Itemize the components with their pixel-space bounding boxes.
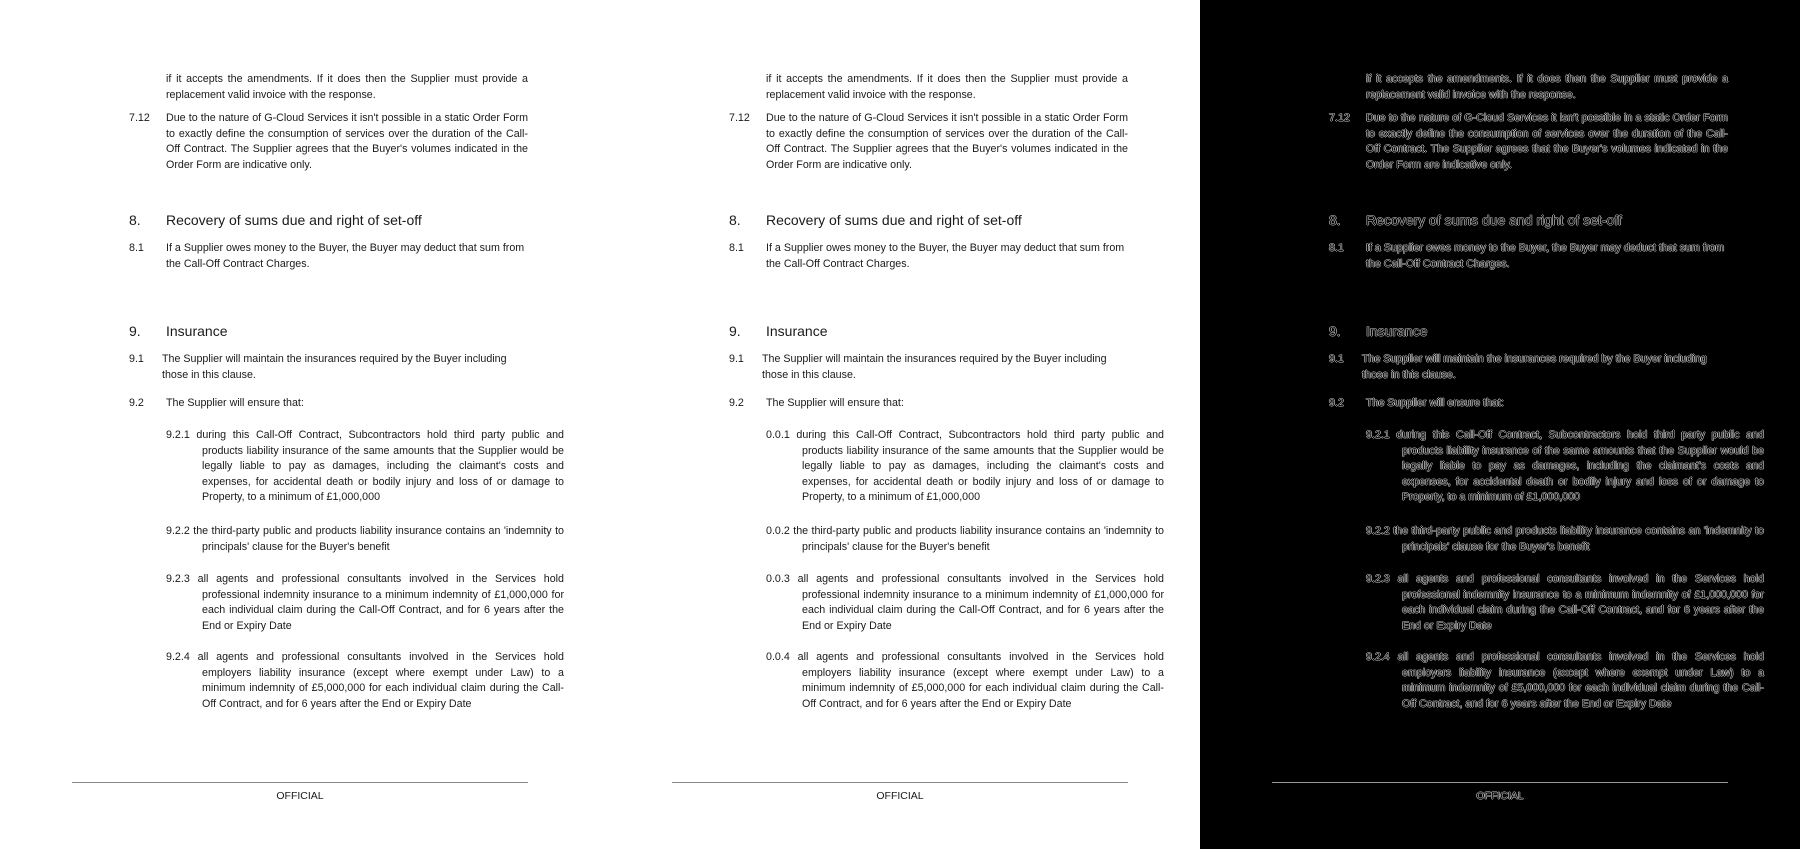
subclause-text: the third-party public and products liability insurance contains an 'indemnity to principals' clause for the Buyer's benefit	[193, 525, 564, 553]
subclause-2	[166, 524, 564, 555]
clause-number: 8.1	[729, 242, 744, 254]
document-panel-inverted	[1200, 0, 1800, 849]
section-number: 9.	[1329, 323, 1341, 339]
subclause-number: 9.2.3	[166, 573, 190, 585]
footer-official-label: OFFICIAL	[876, 790, 924, 802]
document-page	[1200, 0, 1800, 849]
subclause-number: 9.2.2	[166, 525, 190, 537]
subclause-text: all agents and professional consultants involved in the Services hold professional indemnity insurance to a minimum indemnity of £1,000,000 for each individual claim during the Call-Off Contract, and for 6 years after the End or Expiry Date	[797, 573, 1164, 632]
clause-number: 8.1	[1329, 242, 1344, 254]
clause-number: 9.2	[129, 397, 144, 409]
clause-7-12-text: Due to the nature of G-Cloud Services it isn't possible in a static Order Form to exactly define the consumption of services over the duration of the Call-Off Contract. The Supplier agrees that the Buyer's volumes indicated in the Order Form are indicative only.	[766, 112, 1128, 171]
subclause-4	[166, 650, 564, 712]
intro-paragraph: if it accepts the amendments. If it does then the Supplier must provide a replacement valid invoice with the response.	[1366, 73, 1728, 101]
footer-official-label: OFFICIAL	[276, 790, 324, 802]
subclause-2	[766, 524, 1164, 555]
subclause-1	[1366, 428, 1764, 506]
section-number: 9.	[729, 323, 741, 339]
subclause-4	[766, 650, 1164, 712]
subclause-number: 9.2.3	[1366, 573, 1390, 585]
clause-9-2-text: The Supplier will ensure that:	[766, 397, 904, 409]
clause-8-1-text: If a Supplier owes money to the Buyer, the Buyer may deduct that sum from the Call-Off Contract Charges.	[1366, 242, 1725, 270]
subclause-number: 9.2.1	[1366, 429, 1390, 441]
footer-divider	[672, 782, 1128, 783]
document-panel-original	[0, 0, 600, 849]
clause-9-1-text: The Supplier will maintain the insurances required by the Buyer including those in this clause.	[162, 353, 507, 381]
clause-7-12-text: Due to the nature of G-Cloud Services it isn't possible in a static Order Form to exactly define the consumption of services over the duration of the Call-Off Contract. The Supplier agrees that the Buyer's volumes indicated in the Order Form are indicative only.	[1366, 112, 1728, 171]
section-8-title: Recovery of sums due and right of set-off	[166, 212, 422, 228]
subclause-text: all agents and professional consultants involved in the Services hold employers liability insurance (except where exempt under Law) to a minimum indemnity of £5,000,000 for each individual claim during the Call-Off Contract, and for 6 years after the End or Expiry Date	[197, 651, 564, 710]
document-page	[600, 0, 1200, 849]
intro-paragraph: if it accepts the amendments. If it does then the Supplier must provide a replacement valid invoice with the response.	[166, 73, 528, 101]
subclause-3	[766, 572, 1164, 634]
clause-9-2-text: The Supplier will ensure that:	[1366, 397, 1504, 409]
section-number: 8.	[729, 212, 741, 228]
subclause-text: during this Call-Off Contract, Subcontractors hold third party public and products liability insurance of the same amounts that the Supplier would be legally liable to pay as damages, including the claimant's costs and expenses, for accidental death or bodily injury and loss of or damage to Property, to a minimum of £1,000,000	[796, 429, 1164, 504]
subclause-text: all agents and professional consultants involved in the Services hold professional indemnity insurance to a minimum indemnity of £1,000,000 for each individual claim during the Call-Off Contract, and for 6 years after the End or Expiry Date	[197, 573, 564, 632]
subclause-text: the third-party public and products liability insurance contains an 'indemnity to principals' clause for the Buyer's benefit	[793, 525, 1164, 553]
clause-8-1-text: If a Supplier owes money to the Buyer, the Buyer may deduct that sum from the Call-Off Contract Charges.	[766, 242, 1125, 270]
section-number: 8.	[1329, 212, 1341, 228]
section-8-title: Recovery of sums due and right of set-off	[1366, 212, 1622, 228]
section-9-title: Insurance	[166, 323, 228, 339]
subclause-text: all agents and professional consultants involved in the Services hold professional indemnity insurance to a minimum indemnity of £1,000,000 for each individual claim during the Call-Off Contract, and for 6 years after the End or Expiry Date	[1397, 573, 1764, 632]
document-page	[0, 0, 600, 849]
subclause-3	[1366, 572, 1764, 634]
document-panel-renumbered	[600, 0, 1200, 849]
subclause-text: during this Call-Off Contract, Subcontractors hold third party public and products liability insurance of the same amounts that the Supplier would be legally liable to pay as damages, including the claimant's costs and expenses, for accidental death or bodily injury and loss of or damage to Property, to a minimum of £1,000,000	[1396, 429, 1764, 504]
clause-number: 7.12	[1329, 112, 1350, 124]
clause-number: 7.12	[729, 112, 750, 124]
subclause-3	[166, 572, 564, 634]
subclause-number: 0.0.4	[766, 651, 790, 663]
subclause-1	[166, 428, 564, 506]
subclause-number: 0.0.2	[766, 525, 790, 537]
clause-number: 9.1	[1329, 353, 1344, 365]
clause-number: 9.1	[729, 353, 744, 365]
intro-paragraph: if it accepts the amendments. If it does then the Supplier must provide a replacement valid invoice with the response.	[766, 73, 1128, 101]
subclause-1	[766, 428, 1164, 506]
subclause-number: 9.2.1	[166, 429, 190, 441]
subclause-number: 9.2.4	[166, 651, 190, 663]
footer-official-label: OFFICIAL	[1476, 790, 1524, 802]
subclause-4	[1366, 650, 1764, 712]
subclause-number: 0.0.1	[766, 429, 790, 441]
subclause-text: all agents and professional consultants involved in the Services hold employers liability insurance (except where exempt under Law) to a minimum indemnity of £5,000,000 for each individual claim during the Call-Off Contract, and for 6 years after the End or Expiry Date	[1397, 651, 1764, 710]
section-9-title: Insurance	[766, 323, 828, 339]
section-number: 9.	[129, 323, 141, 339]
subclause-2	[1366, 524, 1764, 555]
clause-number: 7.12	[129, 112, 150, 124]
subclause-number: 9.2.4	[1366, 651, 1390, 663]
footer-divider	[1272, 782, 1728, 783]
clause-9-1-text: The Supplier will maintain the insurances required by the Buyer including those in this clause.	[762, 353, 1107, 381]
clause-7-12-text: Due to the nature of G-Cloud Services it isn't possible in a static Order Form to exactly define the consumption of services over the duration of the Call-Off Contract. The Supplier agrees that the Buyer's volumes indicated in the Order Form are indicative only.	[166, 112, 528, 171]
subclause-text: all agents and professional consultants involved in the Services hold employers liability insurance (except where exempt under Law) to a minimum indemnity of £5,000,000 for each individual claim during the Call-Off Contract, and for 6 years after the End or Expiry Date	[797, 651, 1164, 710]
clause-9-2-text: The Supplier will ensure that:	[166, 397, 304, 409]
subclause-text: the third-party public and products liability insurance contains an 'indemnity to principals' clause for the Buyer's benefit	[1393, 525, 1764, 553]
subclause-text: during this Call-Off Contract, Subcontractors hold third party public and products liability insurance of the same amounts that the Supplier would be legally liable to pay as damages, including the claimant's costs and expenses, for accidental death or bodily injury and loss of or damage to Property, to a minimum of £1,000,000	[196, 429, 564, 504]
footer-divider	[72, 782, 528, 783]
clause-number: 9.2	[1329, 397, 1344, 409]
clause-number: 8.1	[129, 242, 144, 254]
section-number: 8.	[129, 212, 141, 228]
section-8-title: Recovery of sums due and right of set-off	[766, 212, 1022, 228]
clause-number: 9.1	[129, 353, 144, 365]
section-9-title: Insurance	[1366, 323, 1428, 339]
clause-number: 9.2	[729, 397, 744, 409]
clause-9-1-text: The Supplier will maintain the insurances required by the Buyer including those in this clause.	[1362, 353, 1707, 381]
subclause-number: 9.2.2	[1366, 525, 1390, 537]
subclause-number: 0.0.3	[766, 573, 790, 585]
clause-8-1-text: If a Supplier owes money to the Buyer, the Buyer may deduct that sum from the Call-Off Contract Charges.	[166, 242, 525, 270]
